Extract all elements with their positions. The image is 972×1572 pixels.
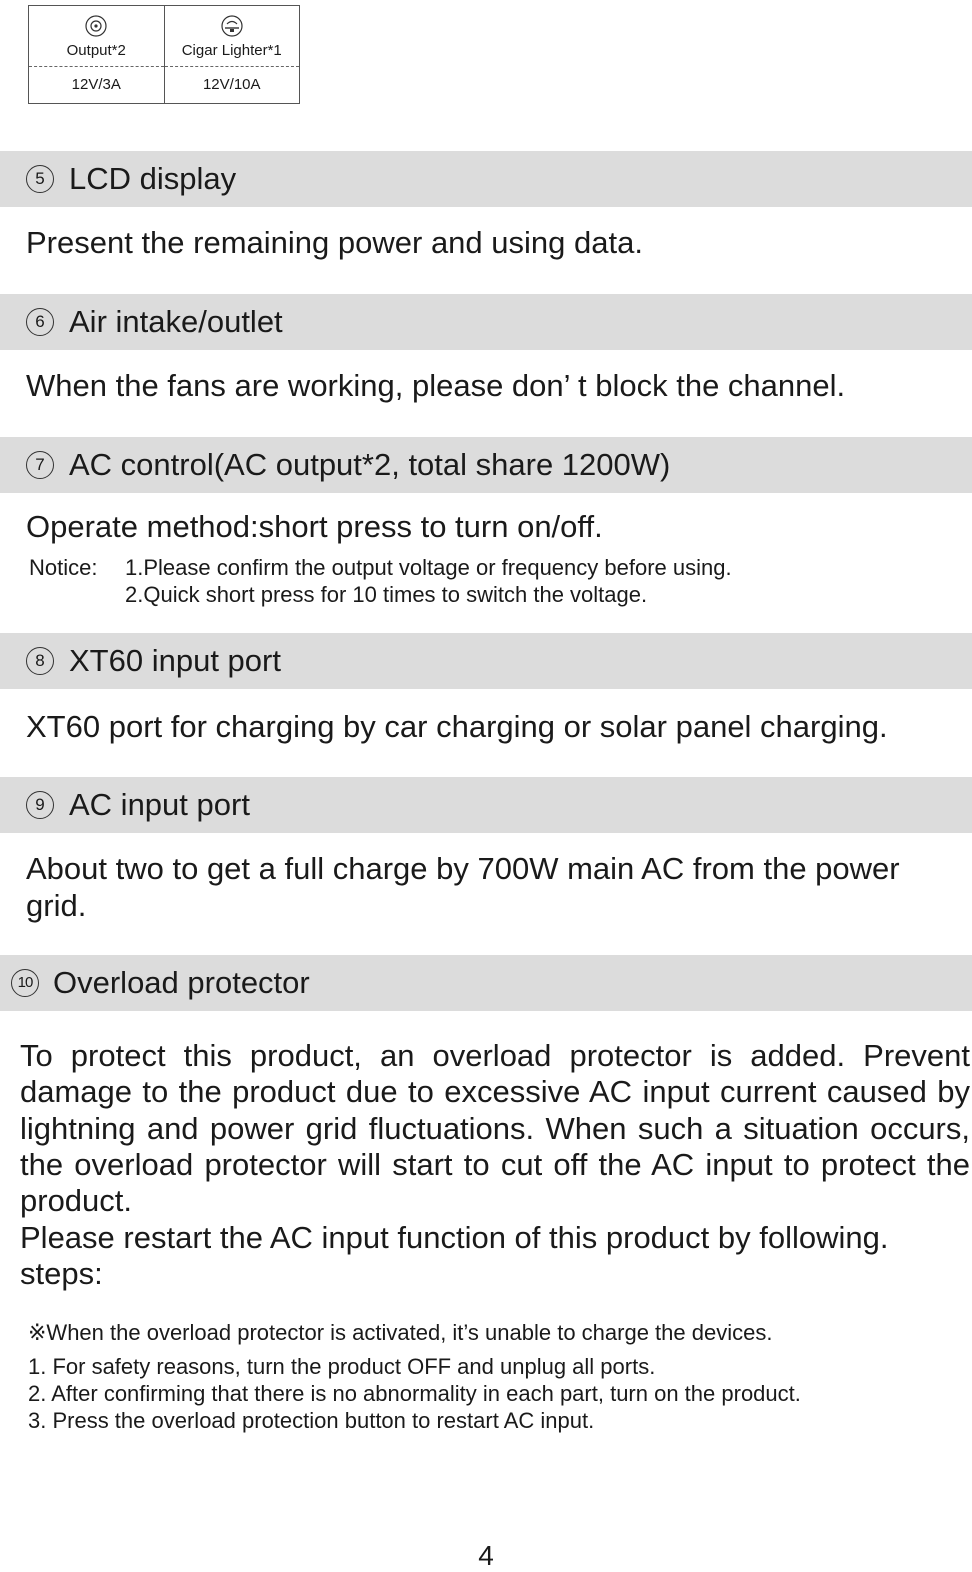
section-header-xt60 [0,633,972,689]
section-title: Overload protector [53,965,310,1000]
section-title: LCD display [69,161,237,196]
port-name: Output*2 [66,42,126,59]
section-header-overload [0,955,972,1011]
section-body-xt60: XT60 port for charging by car charging or solar panel charging. [26,709,888,744]
section-title: AC control(AC output*2, total share 1200W) [69,447,671,482]
overload-step-2: 2. After confirming that there is no abnormality in each part, turn on the product. [28,1381,801,1406]
notice-line-2: 2.Quick short press for 10 times to switch the voltage. [125,582,648,607]
section-body-ac-input-line-1: About two to get a full charge by 700W main AC from the power [26,851,900,886]
round-port-icon [85,15,107,37]
section-number: 9 [26,791,54,819]
section-number: 5 [26,165,54,193]
overload-warning: ※When the overload protector is activated, it’s unable to charge the devices. [28,1320,773,1345]
section-number: 7 [26,451,54,479]
port-value: 12V/10A [202,76,261,93]
section-number: 8 [26,647,54,675]
port-column-output [29,6,164,103]
section-header-ac-control [0,437,972,493]
section-header-ac-input [0,777,972,833]
section-header-air [0,294,972,350]
section-title: XT60 input port [69,643,281,678]
port-value: 12V/3A [71,76,121,93]
port-name: Cigar Lighter*1 [181,42,282,59]
section-title: Air intake/outlet [69,304,283,339]
dashed-divider [29,66,164,67]
section-body-lcd: Present the remaining power and using data. [26,225,643,260]
notice-label: Notice: [29,555,98,580]
notice-line-1: 1.Please confirm the output voltage or frequency before using. [125,555,732,580]
overload-restart-line-1: Please restart the AC input function of this product by following. [20,1220,889,1255]
dashed-divider [165,66,300,67]
cigar-lighter-icon [221,15,243,37]
port-spec-table [28,5,300,104]
section-body-ac-control: Operate method:short press to turn on/off. [26,509,603,544]
section-number: 10 [11,969,39,997]
overload-step-3: 3. Press the overload protection button to restart AC input. [28,1408,595,1433]
overload-restart-line-2: steps: [20,1256,103,1291]
section-number: 6 [26,308,54,336]
section-body-ac-input-line-2: grid. [26,888,87,923]
overload-description [20,1038,970,1219]
section-title: AC input port [69,787,250,822]
overload-step-1: 1. For safety reasons, turn the product OFF and unplug all ports. [28,1354,656,1379]
port-column-cigar [164,6,300,103]
section-header-lcd [0,151,972,207]
page-number: 4 [478,1540,494,1571]
section-body-air: When the fans are working, please don’ t block the channel. [26,368,846,403]
overload-body: To protect this product, an overload protector is added. Prevent damage to the product due to excessive AC input current caused by lightning and power grid fluctuations. When such a situation occurs, the overload protector will start to cut off the AC input to protect the product. [20,1038,970,1219]
